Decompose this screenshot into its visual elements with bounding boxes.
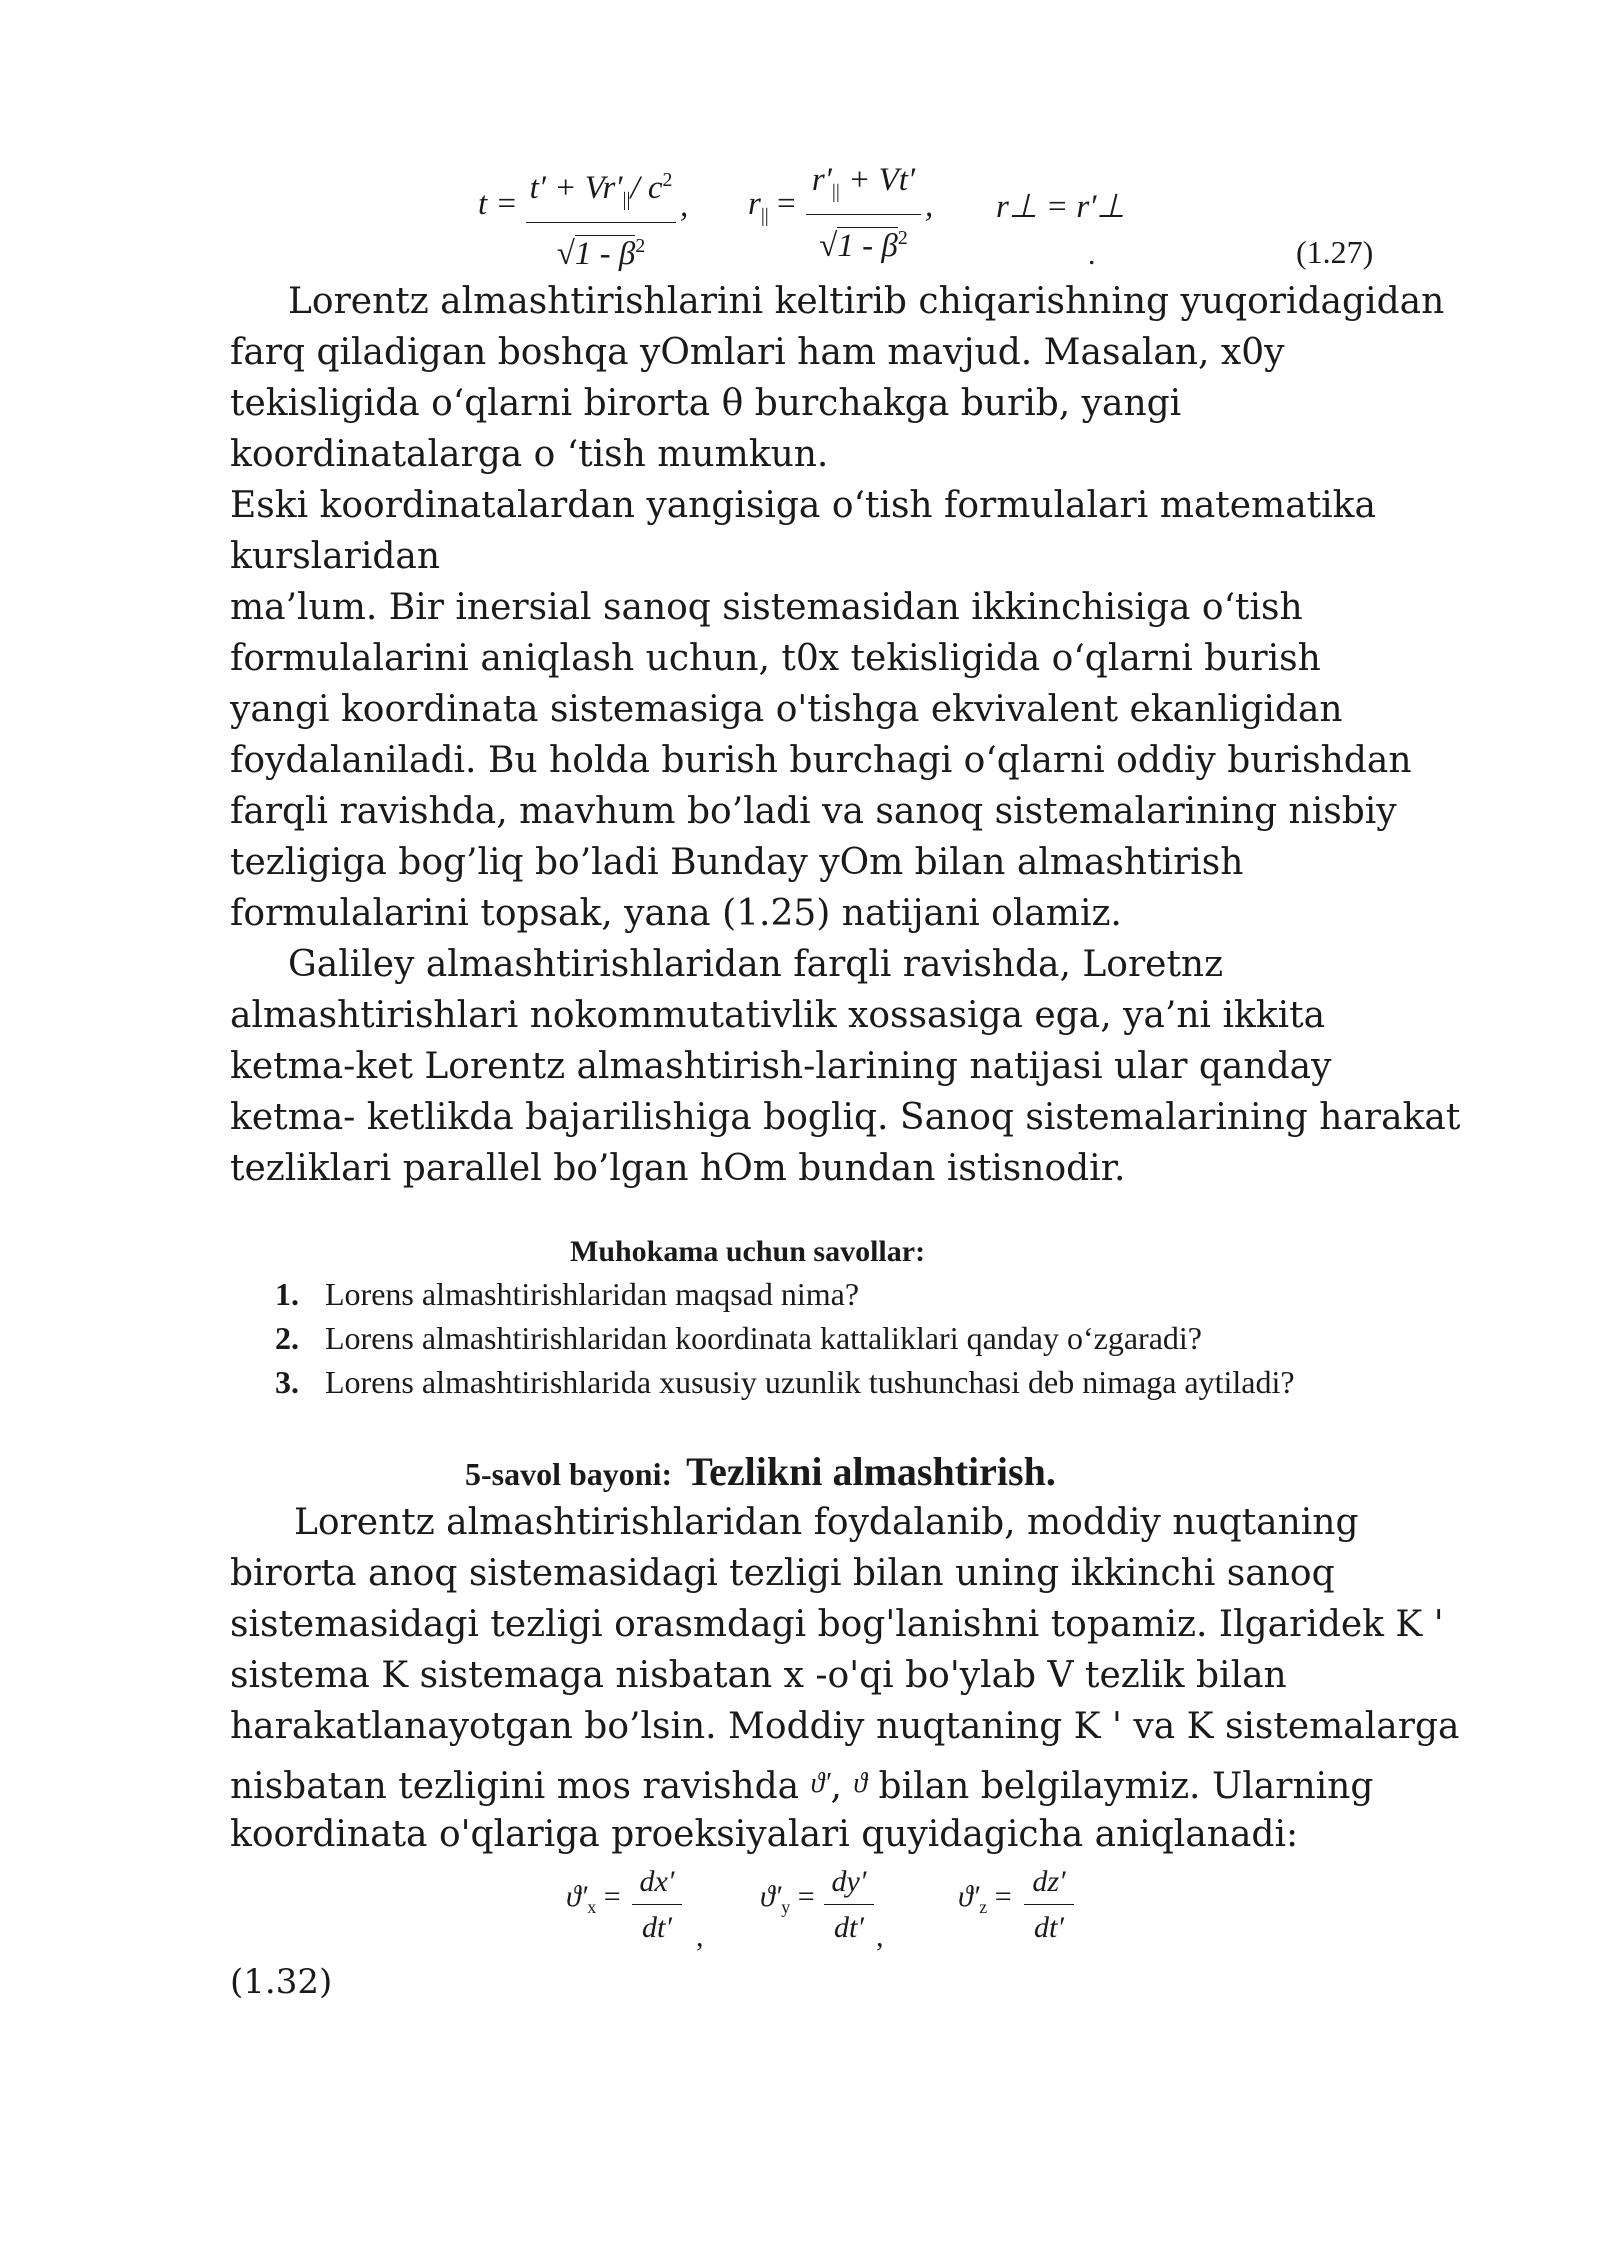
paragraph-velocity-transform	[230, 1497, 1480, 1860]
eq-comma-1: ,	[680, 188, 689, 224]
text-line: koordinata o'qlariga proeksiyalari quyidagicha aniqlanadi:	[230, 1814, 1299, 1855]
questions-list	[275, 1272, 1295, 1404]
text-line: tekisligida o‘qlarni birorta θ burchakga burib, yangi	[230, 383, 1182, 424]
list-number: 1.	[275, 1276, 299, 1312]
section-label: 5-savol bayoni:	[465, 1456, 673, 1492]
eq-vx-lhs: $ϑ'_x$ =	[566, 1880, 621, 1917]
section-title: Tezlikni almashtirish.	[686, 1449, 1056, 1494]
text-line: ma’lum. Bir inersial sanoq sistemasidan ikkinchisiga o‘tish	[230, 587, 1303, 628]
eq-vy-lhs: $ϑ'_y$ =	[760, 1880, 815, 1917]
text-line: ketma-ket Lorentz almashtirish-larining natijasi ular qanday	[230, 1046, 1332, 1087]
eq-vy-numerator: dy′	[831, 1865, 867, 1898]
eq-vz-numerator: dz′	[1032, 1865, 1066, 1898]
text-line: sistemasidagi tezligi orasmdagi bog'lanishni topamiz. Ilgaridek K '	[230, 1604, 1444, 1645]
eq-vx-denominator: dt′	[642, 1911, 672, 1944]
eq-dot: .	[1088, 238, 1096, 271]
eq-r-numerator: r′	[811, 162, 832, 198]
velocity-symbol: ϑ	[853, 1768, 868, 1799]
eq-t-num-tail: / c	[630, 170, 663, 206]
list-number: 2.	[275, 1320, 299, 1356]
list-text: Lorens almashtirishlaridan maqsad nima?	[325, 1276, 860, 1312]
eq-comma-2: ,	[925, 188, 934, 224]
text-line: formulalarini aniqlash uchun, t0x tekisligida o‘qlarni burish	[230, 638, 1321, 679]
text-line: Lorentz almashtirishlaridan foydalanib, moddiy nuqtaning	[294, 1502, 1359, 1543]
eq-t-num-sub: ||	[622, 188, 631, 211]
eq-comma-x: ,	[696, 1920, 704, 1953]
text-line: sistema K sistemaga nisbatan x -o'qi bo'ylab V tezlik bilan	[230, 1655, 1287, 1696]
list-item	[275, 1360, 1295, 1404]
text-line: ketma- ketlikda bajarilishiga bogliq. Sanoq sistemalarining harakat	[230, 1097, 1461, 1138]
eq-r-perp: r⊥ = r′⊥	[996, 189, 1126, 225]
eq-t-denominator: 1 - β	[574, 235, 636, 272]
text-line: yangi koordinata sistemasiga o'tishga ekvivalent ekanligidan	[230, 689, 1343, 730]
eq-vy-denominator: dt′	[834, 1911, 864, 1944]
eq-vy-fraction	[824, 1862, 874, 1949]
eq-r-denominator: 1 - β	[837, 227, 898, 264]
section-heading	[465, 1448, 1056, 1495]
eq-vz-lhs: $ϑ'_z$ =	[958, 1880, 1012, 1917]
text-line: farqli ravishda, mavhum bo’ladi va sanoq sistemalarining nisbiy	[230, 791, 1397, 832]
eq-vx-fraction	[632, 1862, 682, 1949]
text-line: foydalaniladi. Bu holda burish burchagi o‘qlarni oddiy burishdan	[230, 740, 1412, 781]
text-line: nisbatan tezligini mos ravishda ϑ′, ϑ bilan belgilaymiz. Ularning	[230, 1766, 1374, 1807]
list-item	[275, 1272, 1295, 1316]
equation-number-1-32: (1.32)	[230, 1962, 333, 2002]
list-number: 3.	[275, 1364, 299, 1400]
text-line: almashtirishlari nokommutativlik xossasiga ega, ya’ni ikkita	[230, 995, 1326, 1036]
velocity-symbol-prime: ϑ′	[810, 1768, 831, 1799]
eq-vz-fraction	[1024, 1862, 1074, 1949]
paragraph-lorentz-methods	[230, 276, 1480, 1194]
eq-vz-denominator: dt′	[1034, 1911, 1064, 1944]
eq-t-fraction: $t' + Vr'_{||}/$ $c^2$ $√1 - \beta^2$	[526, 160, 676, 275]
eq-r-fraction: $r'_{||} + Vt'$ $√1 - \beta^2$	[806, 160, 921, 267]
text-line: Galiley almashtirishlaridan farqli ravishda, Loretnz	[288, 944, 1224, 985]
text-line: Eski koordinatalardan yangisiga o‘tish formulalari matematika	[230, 485, 1376, 526]
eq-r-lhs: $r_{||}$ =	[748, 186, 796, 227]
text-line: kurslaridan	[230, 536, 441, 577]
text-line: koordinatalarga o ‘tish mumkun.	[230, 434, 829, 475]
text-line: tezliklari parallel bo’lgan hOm bundan istisnodir.	[230, 1148, 1126, 1189]
list-text: Lorens almashtirishlaridan koordinata kattaliklari qanday o‘zgaradi?	[325, 1320, 1202, 1356]
equation-number-1-27: (1.27)	[1296, 234, 1374, 270]
list-item	[275, 1316, 1295, 1360]
text-line: farq qiladigan boshqa yOmlari ham mavjud. Masalan, x0y	[230, 332, 1285, 373]
list-text: Lorens almashtirishlarida xususiy uzunlik tushunchasi deb nimaga aytiladi?	[325, 1364, 1295, 1400]
text-line: birorta anoq sistemasidagi tezligi bilan uning ikkinchi sanoq	[230, 1553, 1335, 1594]
questions-heading: Muhokama uchun savollar:	[570, 1235, 926, 1268]
eq-vx-numerator: dx′	[639, 1865, 675, 1898]
eq-t-lhs: t =	[478, 186, 518, 222]
text-line: tezligiga bog’liq bo’ladi Bunday yOm bilan almashtirish	[230, 842, 1244, 883]
text-line: formulalarini topsak, yana (1.25) natijani olamiz.	[230, 893, 1122, 934]
eq-comma-y: ,	[876, 1920, 884, 1953]
text-line: harakatlanayotgan bo’lsin. Moddiy nuqtaning K ' va K sistemalarga	[230, 1706, 1460, 1747]
text-line: Lorentz almashtirishlarini keltirib chiqarishning yuqoridagidan	[288, 281, 1445, 322]
eq-t-numerator: t′ + Vr′	[529, 170, 623, 206]
